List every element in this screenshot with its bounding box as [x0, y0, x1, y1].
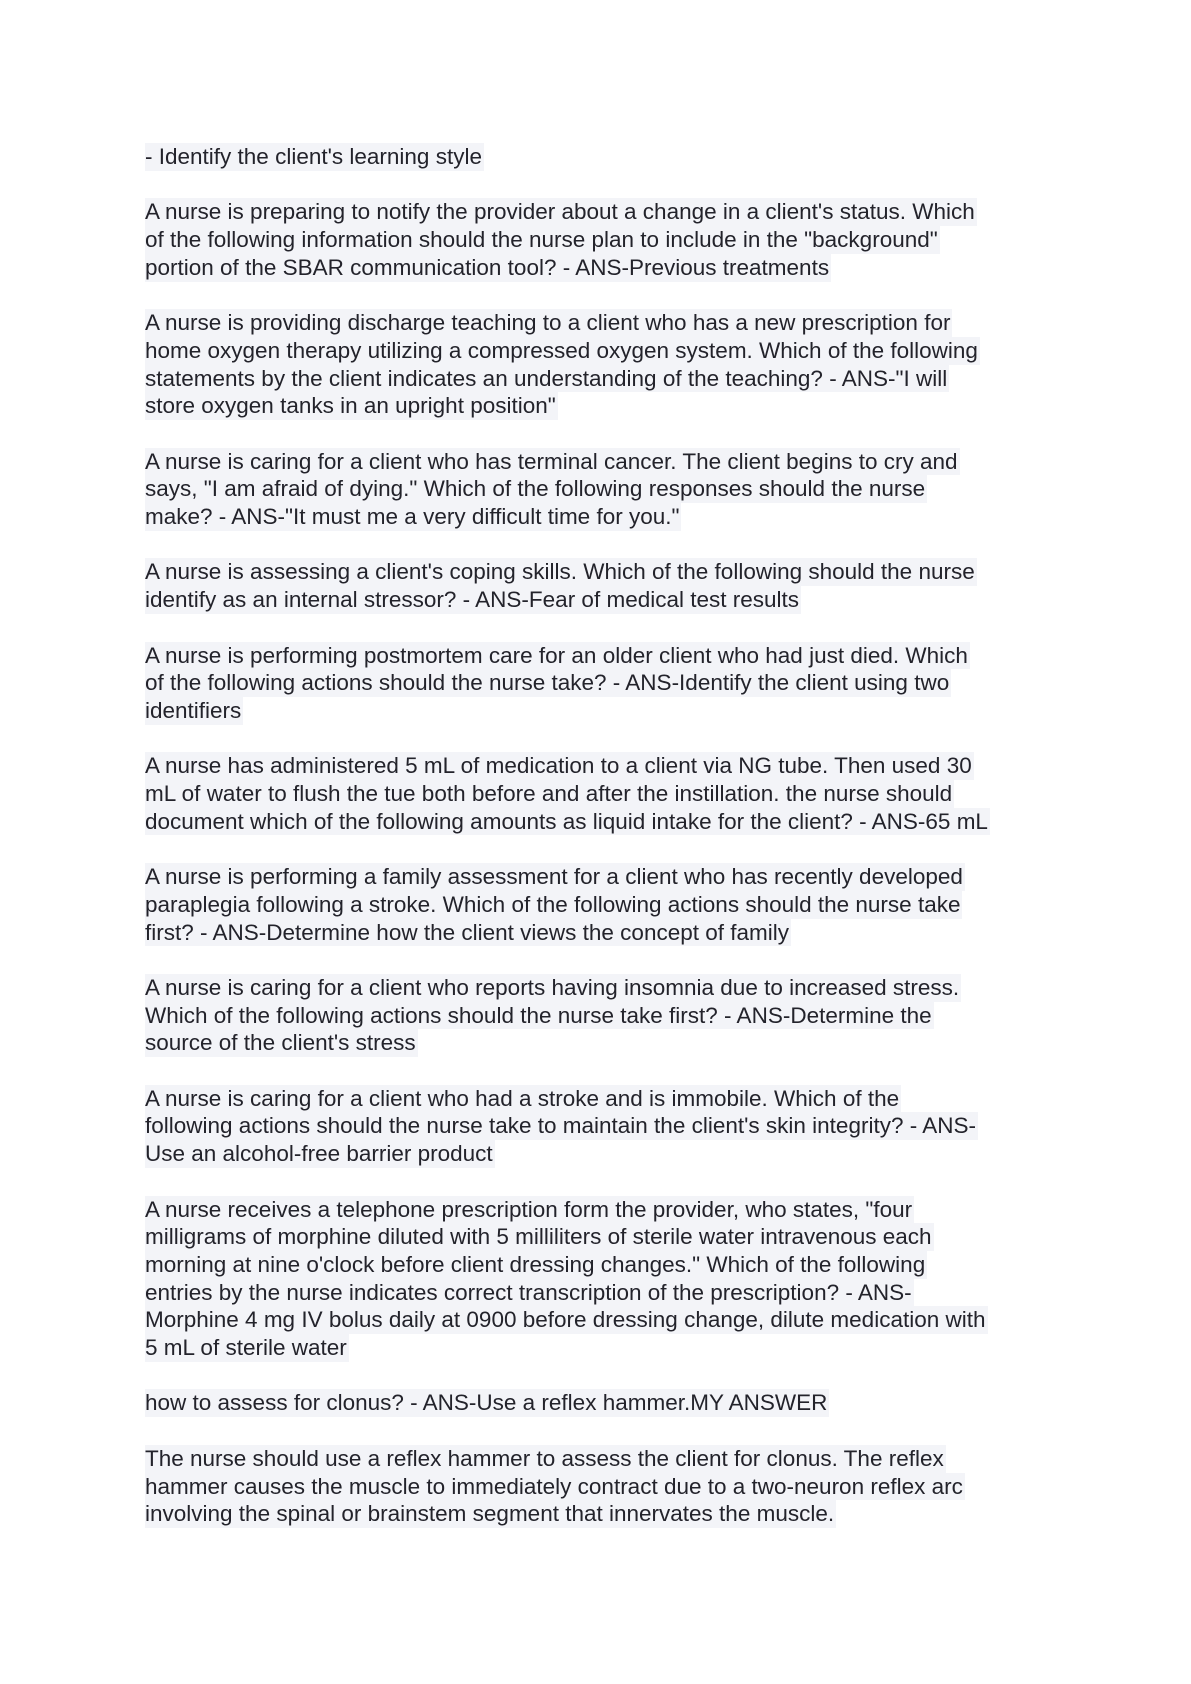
text-line: says, "I am afraid of dying." Which of the following responses should the nurse — [145, 476, 926, 502]
text-line: - Identify the client's learning style — [145, 144, 482, 169]
text-line: A nurse is caring for a client who reports having insomnia due to increased stress. — [145, 974, 960, 1000]
text-line: source of the client's stress — [145, 1030, 416, 1056]
text-line: A nurse receives a telephone prescription form the provider, who states, "four — [145, 1196, 913, 1222]
text-line: following actions should the nurse take to maintain the client's skin integrity? - ANS- — [145, 1113, 976, 1139]
text-line: A nurse is performing a family assessment for a client who has recently developed — [145, 864, 963, 890]
text-line: 5 mL of sterile water — [145, 1335, 347, 1361]
text-line: identify as an internal stressor? - ANS-Fear of medical test results — [145, 587, 800, 613]
text-line: statements by the client indicates an understanding of the teaching? - ANS-"I will — [145, 365, 948, 391]
text-line: A nurse is caring for a client who had a stroke and is immobile. Which of the — [145, 1085, 900, 1111]
text-paragraph — [145, 1389, 1045, 1417]
text-paragraph — [145, 863, 1045, 946]
text-paragraph — [145, 642, 1045, 725]
text-line: milligrams of morphine diluted with 5 milliliters of sterile water intravenous each — [145, 1224, 932, 1250]
text-line: home oxygen therapy utilizing a compressed oxygen system. Which of the following — [145, 337, 978, 363]
text-line: of the following actions should the nurse take? - ANS-Identify the client using two — [145, 670, 950, 696]
text-line: The nurse should use a reflex hammer to assess the client for clonus. The reflex — [145, 1445, 944, 1471]
text-line: paraplegia following a stroke. Which of the following actions should the nurse take — [145, 891, 961, 917]
text-line: A nurse is assessing a client's coping skills. Which of the following should the nurse — [145, 559, 975, 585]
text-line: A nurse is caring for a client who has terminal cancer. The client begins to cry and — [145, 448, 958, 474]
text-paragraph — [145, 309, 1045, 420]
text-line: store oxygen tanks in an upright position" — [145, 393, 556, 419]
text-line: portion of the SBAR communication tool? - ANS-Previous treatments — [145, 254, 830, 280]
text-line: A nurse is providing discharge teaching to a client who has a new prescription for — [145, 310, 951, 336]
text-line: Morphine 4 mg IV bolus daily at 0900 before dressing change, dilute medication with — [145, 1307, 986, 1333]
text-paragraph — [145, 1445, 1045, 1528]
document-body — [145, 143, 1045, 1556]
text-line: document which of the following amounts as liquid intake for the client? - ANS-65 mL — [145, 808, 988, 834]
text-line: morning at nine o'clock before client dressing changes." Which of the following — [145, 1251, 926, 1277]
text-line: of the following information should the nurse plan to include in the "background" — [145, 227, 938, 253]
text-line: mL of water to flush the tue both before and after the instillation. the nurse should — [145, 781, 953, 807]
text-line: Use an alcohol-free barrier product — [145, 1141, 493, 1167]
text-line: A nurse has administered 5 mL of medication to a client via NG tube. Then used 30 — [145, 753, 972, 779]
text-line: identifiers — [145, 697, 242, 723]
text-paragraph — [145, 558, 1045, 613]
text-line: A nurse is performing postmortem care for an older client who had just died. Which — [145, 642, 968, 668]
text-paragraph — [145, 1085, 1045, 1168]
text-line: how to assess for clonus? - ANS-Use a reflex hammer.MY ANSWER — [145, 1390, 828, 1416]
text-paragraph — [145, 448, 1045, 531]
text-line: hammer causes the muscle to immediately contract due to a two-neuron reflex arc — [145, 1473, 963, 1499]
text-paragraph — [145, 198, 1045, 281]
text-line: entries by the nurse indicates correct transcription of the prescription? - ANS- — [145, 1279, 912, 1305]
text-paragraph — [145, 143, 1045, 171]
text-line: first? - ANS-Determine how the client views the concept of family — [145, 919, 790, 945]
text-line: make? - ANS-"It must me a very difficult time for you." — [145, 504, 680, 530]
text-paragraph — [145, 974, 1045, 1057]
text-line: involving the spinal or brainstem segment that innervates the muscle. — [145, 1501, 835, 1527]
text-paragraph — [145, 752, 1045, 835]
text-line: A nurse is preparing to notify the provider about a change in a client's status. Which — [145, 199, 975, 225]
text-paragraph — [145, 1196, 1045, 1362]
text-line: Which of the following actions should the nurse take first? - ANS-Determine the — [145, 1002, 932, 1028]
